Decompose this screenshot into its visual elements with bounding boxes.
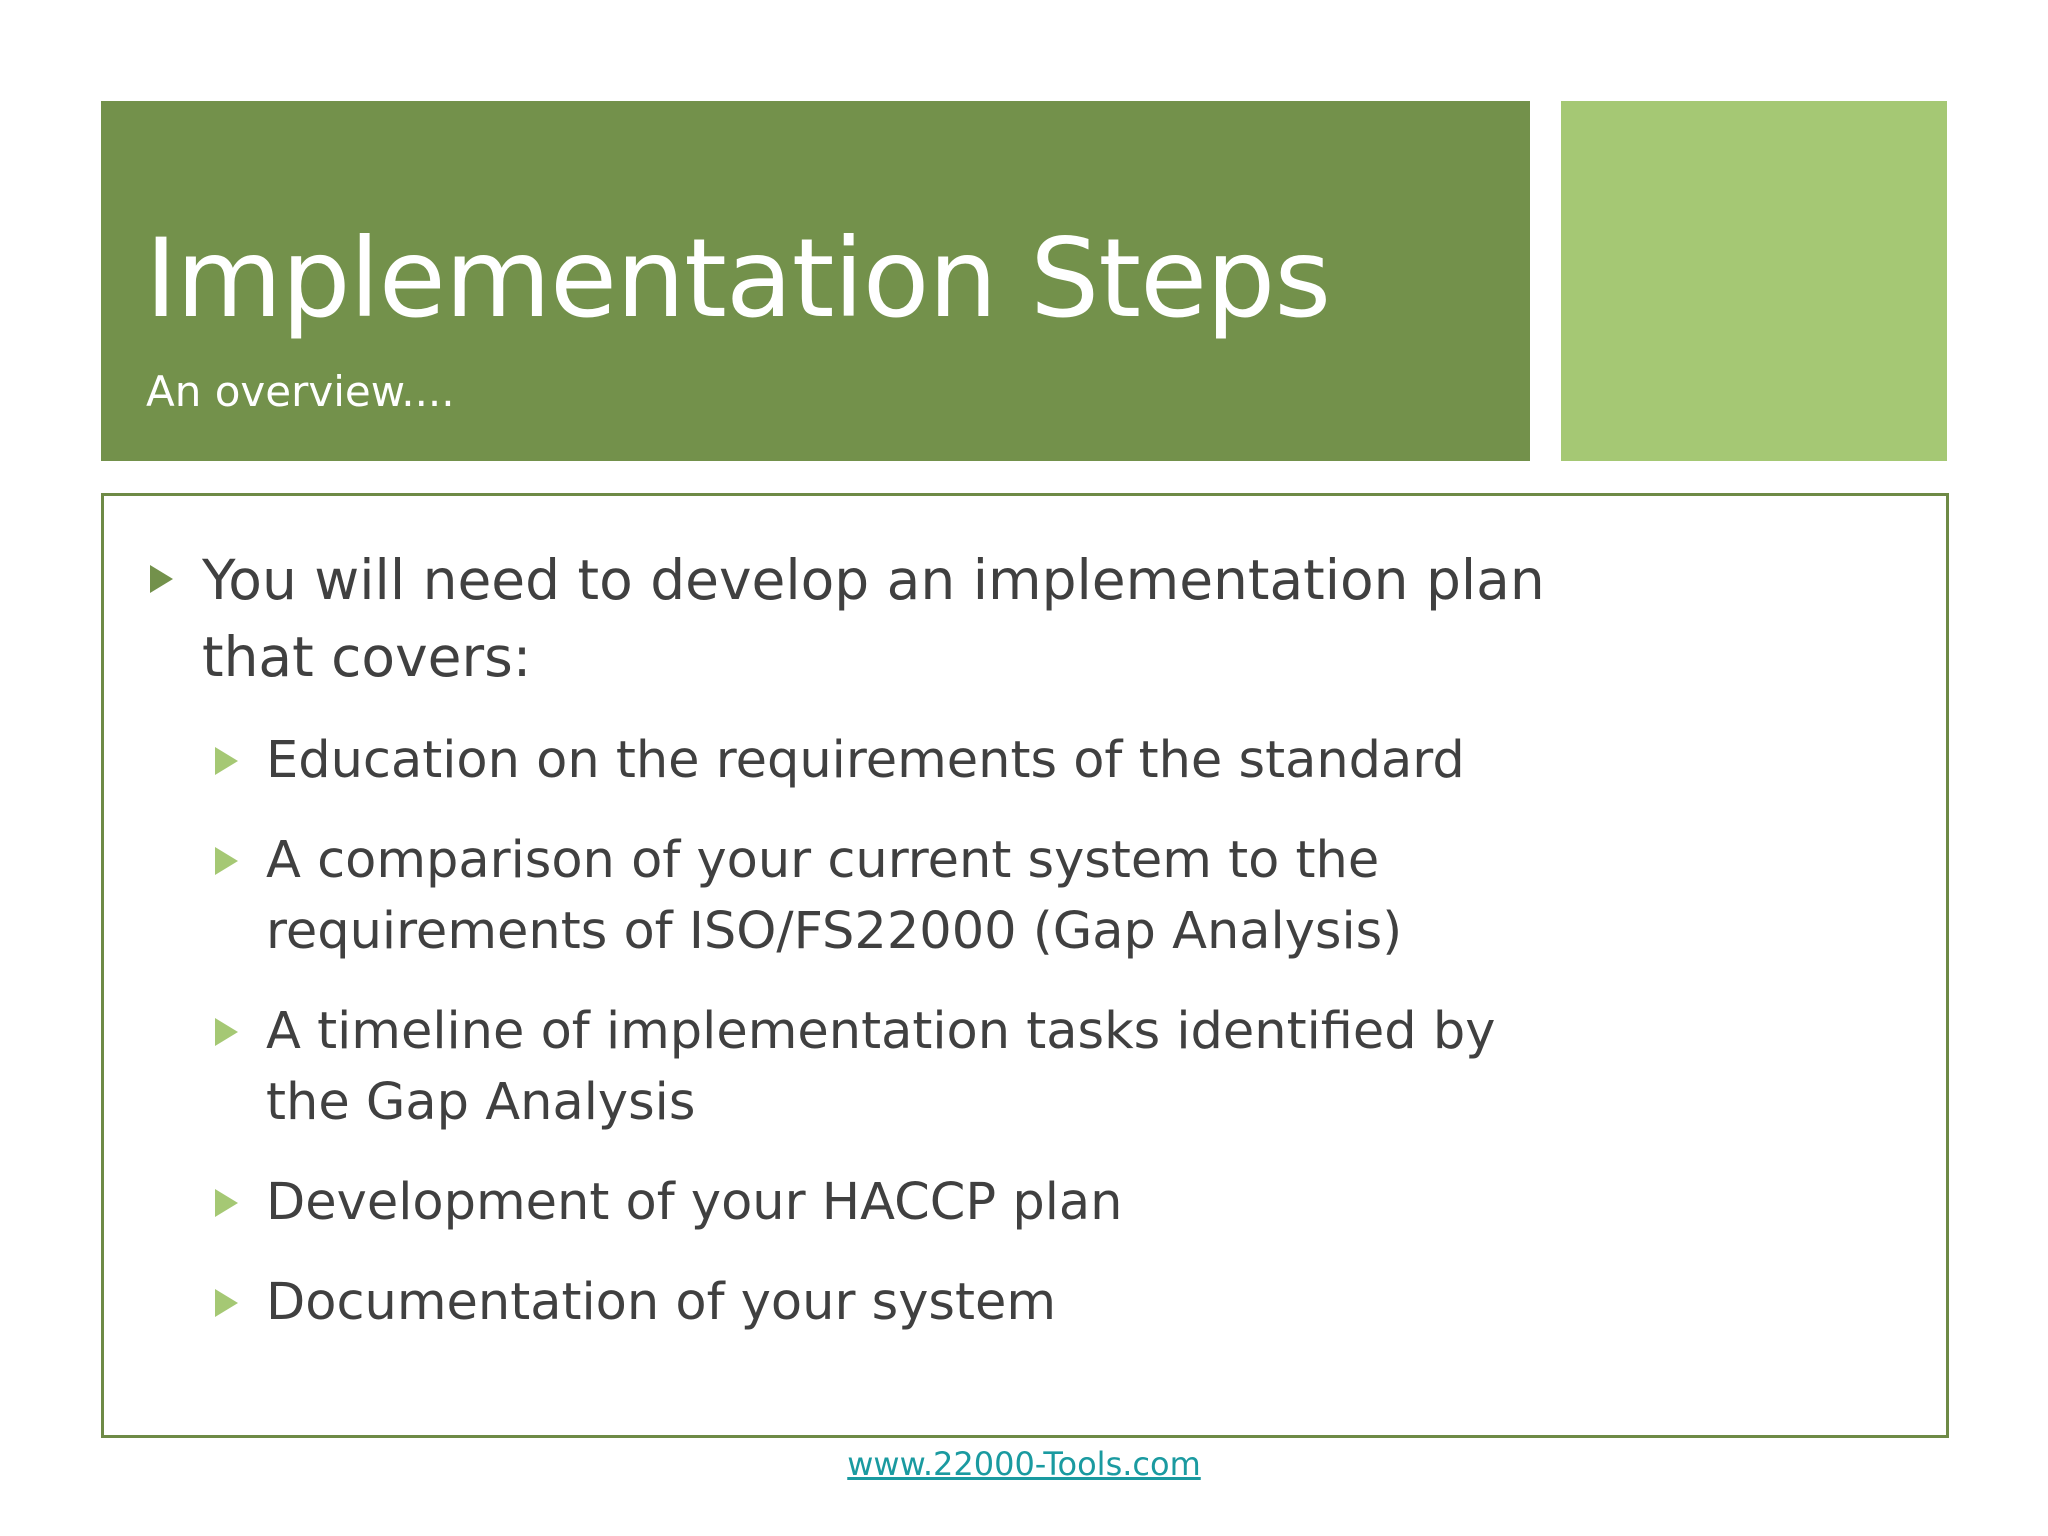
main-bullet-text: You will need to develop an implementation plan that covers: [202, 548, 1545, 689]
sub-bullet-text: A comparison of your current system to the requirements of ISO/FS22000 (Gap Analysis) [266, 831, 1403, 961]
sub-bullet-documentation [215, 1267, 1056, 1338]
arrow-bullet-icon [215, 847, 238, 875]
title-band [101, 101, 1530, 461]
sub-bullet-education [215, 725, 1465, 796]
sub-bullet-comparison [215, 825, 1402, 967]
sub-bullet-haccp [215, 1167, 1122, 1238]
arrow-bullet-icon [215, 747, 238, 775]
sub-bullet-timeline [215, 996, 1495, 1138]
accent-block [1561, 101, 1947, 461]
main-bullet [150, 542, 1545, 696]
sub-bullet-text: A timeline of implementation tasks identified by the Gap Analysis [266, 1002, 1496, 1132]
arrow-bullet-icon [150, 565, 173, 593]
website-link[interactable]: www.22000-Tools.com [847, 1445, 1201, 1483]
sub-bullet-text: Development of your HACCP plan [266, 1173, 1123, 1232]
slide-title: Implementation Steps [145, 215, 1331, 342]
slide-subtitle: An overview.... [146, 367, 455, 416]
arrow-bullet-icon [215, 1289, 238, 1317]
content-box [101, 493, 1949, 1438]
sub-bullet-text: Documentation of your system [266, 1273, 1057, 1332]
arrow-bullet-icon [215, 1189, 238, 1217]
arrow-bullet-icon [215, 1018, 238, 1046]
sub-bullet-text: Education on the requirements of the standard [266, 731, 1465, 790]
